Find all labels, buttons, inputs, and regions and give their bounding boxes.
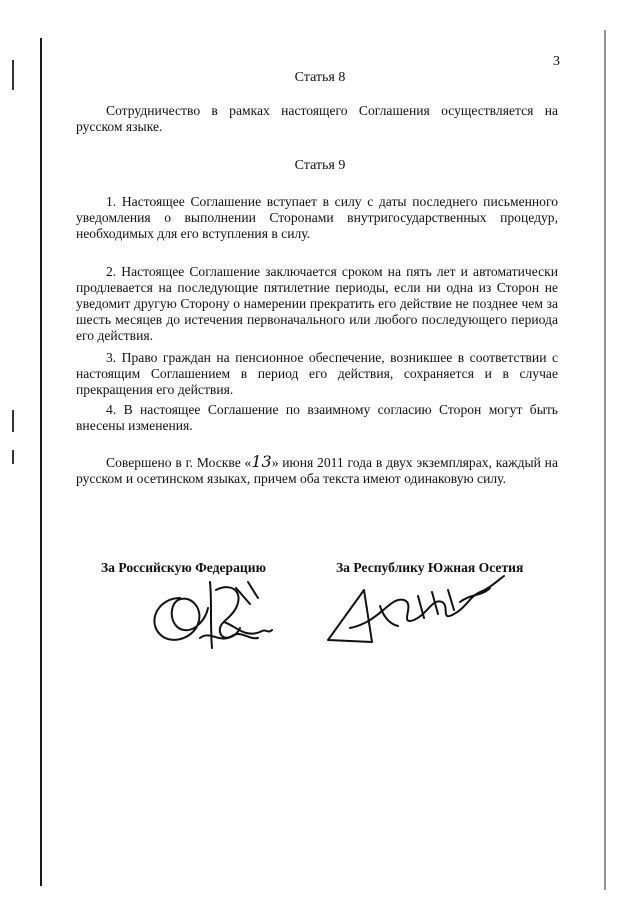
signature-label-russia: За Российскую Федерацию bbox=[101, 560, 266, 575]
page-number: 3 bbox=[553, 54, 560, 69]
article-9-item-4: 4. В настоящее Соглашение по взаимному согласию Сторон могут быть внесены изменения. bbox=[76, 402, 558, 433]
scan-mark bbox=[12, 450, 14, 464]
closing-text-start: Совершено в г. Москве « bbox=[106, 455, 252, 470]
signature-russia bbox=[140, 568, 280, 668]
article-9-item-3: 3. Право граждан на пенсионное обеспечение, возникшее в соответствии с настоящим Соглашением в период его действия, сохраняется и в случае прекращения его действия. bbox=[76, 350, 558, 397]
article-8-heading: Статья 8 bbox=[294, 70, 346, 85]
closing-text-end: » июня 2011 года в двух экземплярах, каждый на русском и осетинском языках, причем оба текста имеют одинаковую силу. bbox=[76, 455, 558, 486]
article-9-heading: Статья 9 bbox=[294, 158, 346, 173]
signature-south-ossetia bbox=[320, 566, 510, 656]
article-9-item-2: 2. Настоящее Соглашение заключается сроком на пять лет и автоматически продлевается на последующие пятилетние периоды, если ни одна из Сторон не уведомит другую Сторону о намерении прекратить его действие не позднее чем за шесть месяцев до истечения первоначального или любого последующего периода его действия. bbox=[76, 264, 558, 343]
closing-paragraph bbox=[76, 454, 558, 487]
article-9-item-1: 1. Настоящее Соглашение вступает в силу с даты последнего письменного уведомления о выполнении Сторонами внутригосударственных процедур, необходимых для его вступления в силу. bbox=[76, 194, 558, 241]
signature-label-south-ossetia: За Республику Южная Осетия bbox=[336, 560, 524, 575]
handwritten-day: 13 bbox=[251, 452, 272, 471]
scan-mark bbox=[12, 410, 14, 432]
article-8-text: Сотрудничество в рамках настоящего Соглашения осуществляется на русском языке. bbox=[76, 103, 558, 134]
